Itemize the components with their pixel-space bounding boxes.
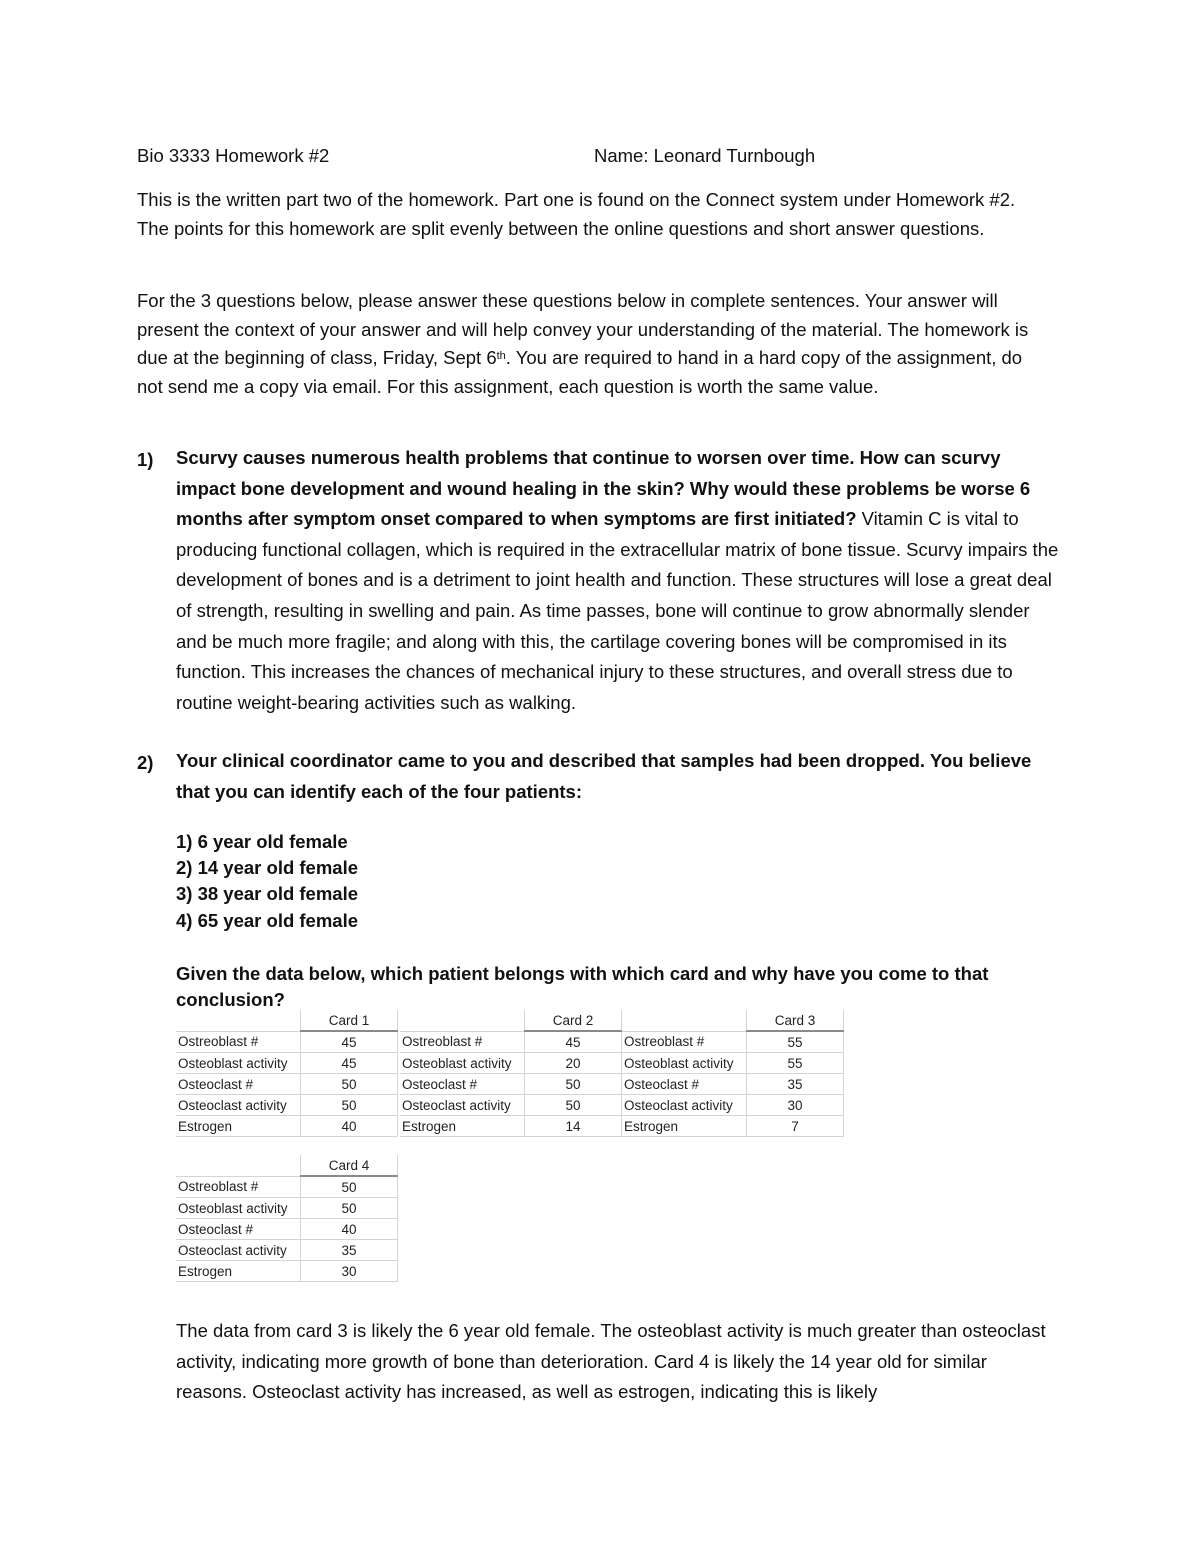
row-label: Ostreoblast # [176, 1176, 301, 1198]
row-label: Estrogen [622, 1116, 747, 1137]
row-value: 30 [301, 1261, 398, 1282]
patient-item: 4) 65 year old female [176, 910, 359, 931]
row-label: Osteoblast activity [176, 1053, 301, 1074]
row-value: 50 [525, 1095, 622, 1116]
row-value: 45 [525, 1031, 622, 1053]
intro-p2-text-cont: . You are required to hand in a hard copy of the assignment, do not send me a copy via email. For this assignment, each question is worth the same value. [137, 347, 1023, 397]
card-3-table [622, 1010, 844, 1137]
row-value: 50 [301, 1074, 398, 1095]
row-label: Ostreoblast # [400, 1031, 525, 1053]
row-label: Ostreoblast # [622, 1031, 747, 1053]
course-title: Bio 3333 Homework #2 [137, 145, 330, 166]
row-value: 40 [301, 1116, 398, 1137]
row-label: Estrogen [400, 1116, 525, 1137]
row-value: 50 [525, 1074, 622, 1095]
q2-question: Your clinical coordinator came to you and described that samples had been dropped. You believe that you can identify each of the four patients: [176, 750, 1032, 802]
card-1-table [176, 1010, 398, 1137]
row-value: 45 [301, 1053, 398, 1074]
row-value: 30 [747, 1095, 844, 1116]
row-label: Osteoclast # [400, 1074, 525, 1095]
row-value: 50 [301, 1095, 398, 1116]
card-title: Card 4 [301, 1155, 398, 1176]
row-label: Osteoclast activity [400, 1095, 525, 1116]
superscript: th [496, 350, 506, 362]
row-label: Osteoclast activity [622, 1095, 747, 1116]
patient-item: 3) 38 year old female [176, 883, 359, 904]
row-value: 55 [747, 1031, 844, 1053]
intro-paragraph-1: This is the written part two of the homework. Part one is found on the Connect system under Homework #2. The points for this homework are split evenly between the online questions and short answer questions. [137, 189, 1016, 239]
row-value: 50 [301, 1176, 398, 1198]
card-title: Card 2 [525, 1010, 622, 1031]
row-value: 50 [301, 1198, 398, 1219]
card-title: Card 3 [747, 1010, 844, 1031]
q1-question: Scurvy causes numerous health problems that continue to worsen over time. How can scurvy impact bone development and wound healing in the skin? Why would these problems be worse 6 months after symptom onset compared to when symptoms are first initiated? [176, 447, 1031, 530]
row-label: Osteoclast # [176, 1219, 301, 1240]
row-label: Estrogen [176, 1116, 301, 1137]
row-label: Osteoblast activity [622, 1053, 747, 1074]
row-value: 35 [301, 1240, 398, 1261]
row-label: Osteoclast activity [176, 1095, 301, 1116]
patient-item: 1) 6 year old female [176, 831, 348, 852]
q2-answer: The data from card 3 is likely the 6 year old female. The osteoblast activity is much greater than osteoclast activity, indicating more growth of bone than deterioration. Card 4 is likely the 14 year old for similar reasons. Osteoclast activity has increased, as well as estrogen, indicating this is likely [176, 1320, 1046, 1403]
row-label: Osteoclast # [622, 1074, 747, 1095]
row-value: 20 [525, 1053, 622, 1074]
row-value: 55 [747, 1053, 844, 1074]
q1-number: 1) [137, 449, 154, 470]
card-2-table [400, 1010, 622, 1137]
card-4-table [176, 1155, 398, 1282]
row-value: 7 [747, 1116, 844, 1137]
student-name: Name: Leonard Turnbough [594, 145, 816, 166]
row-label: Osteoclast # [176, 1074, 301, 1095]
q2-prompt: Given the data below, which patient belongs with which card and why have you come to that conclusion? [176, 963, 989, 1010]
q1-block [176, 443, 1060, 718]
patient-item: 2) 14 year old female [176, 857, 359, 878]
row-value: 14 [525, 1116, 622, 1137]
row-label: Osteoblast activity [400, 1053, 525, 1074]
intro-paragraph-2 [137, 287, 1052, 401]
card-title: Card 1 [301, 1010, 398, 1031]
row-label: Osteoblast activity [176, 1198, 301, 1219]
row-value: 45 [301, 1031, 398, 1053]
row-label: Osteoclast activity [176, 1240, 301, 1261]
row-label: Estrogen [176, 1261, 301, 1282]
row-value: 40 [301, 1219, 398, 1240]
q1-answer: Vitamin C is vital to producing functional collagen, which is required in the extracellular matrix of bone tissue. Scurvy impairs the development of bones and is a detriment to joint health and function. These structures will lose a great deal of strength, resulting in swelling and pain. As time passes, bone will continue to grow abnormally slender and be much more fragile; and along with this, the cartilage covering bones will be compromised in its function. This increases the chances of mechanical injury to these structures, and overall stress due to routine weight-bearing activities such as walking. [176, 508, 1059, 713]
row-label: Ostreoblast # [176, 1031, 301, 1053]
q2-number: 2) [137, 752, 154, 773]
intro-p2-text: For the 3 questions below, please answer these questions below in complete sentences. Your answer will present the context of your answer and will help convey your understanding of the material. The homework is due at the beginning of class, Friday, Sept 6 [137, 290, 1029, 368]
row-value: 35 [747, 1074, 844, 1095]
